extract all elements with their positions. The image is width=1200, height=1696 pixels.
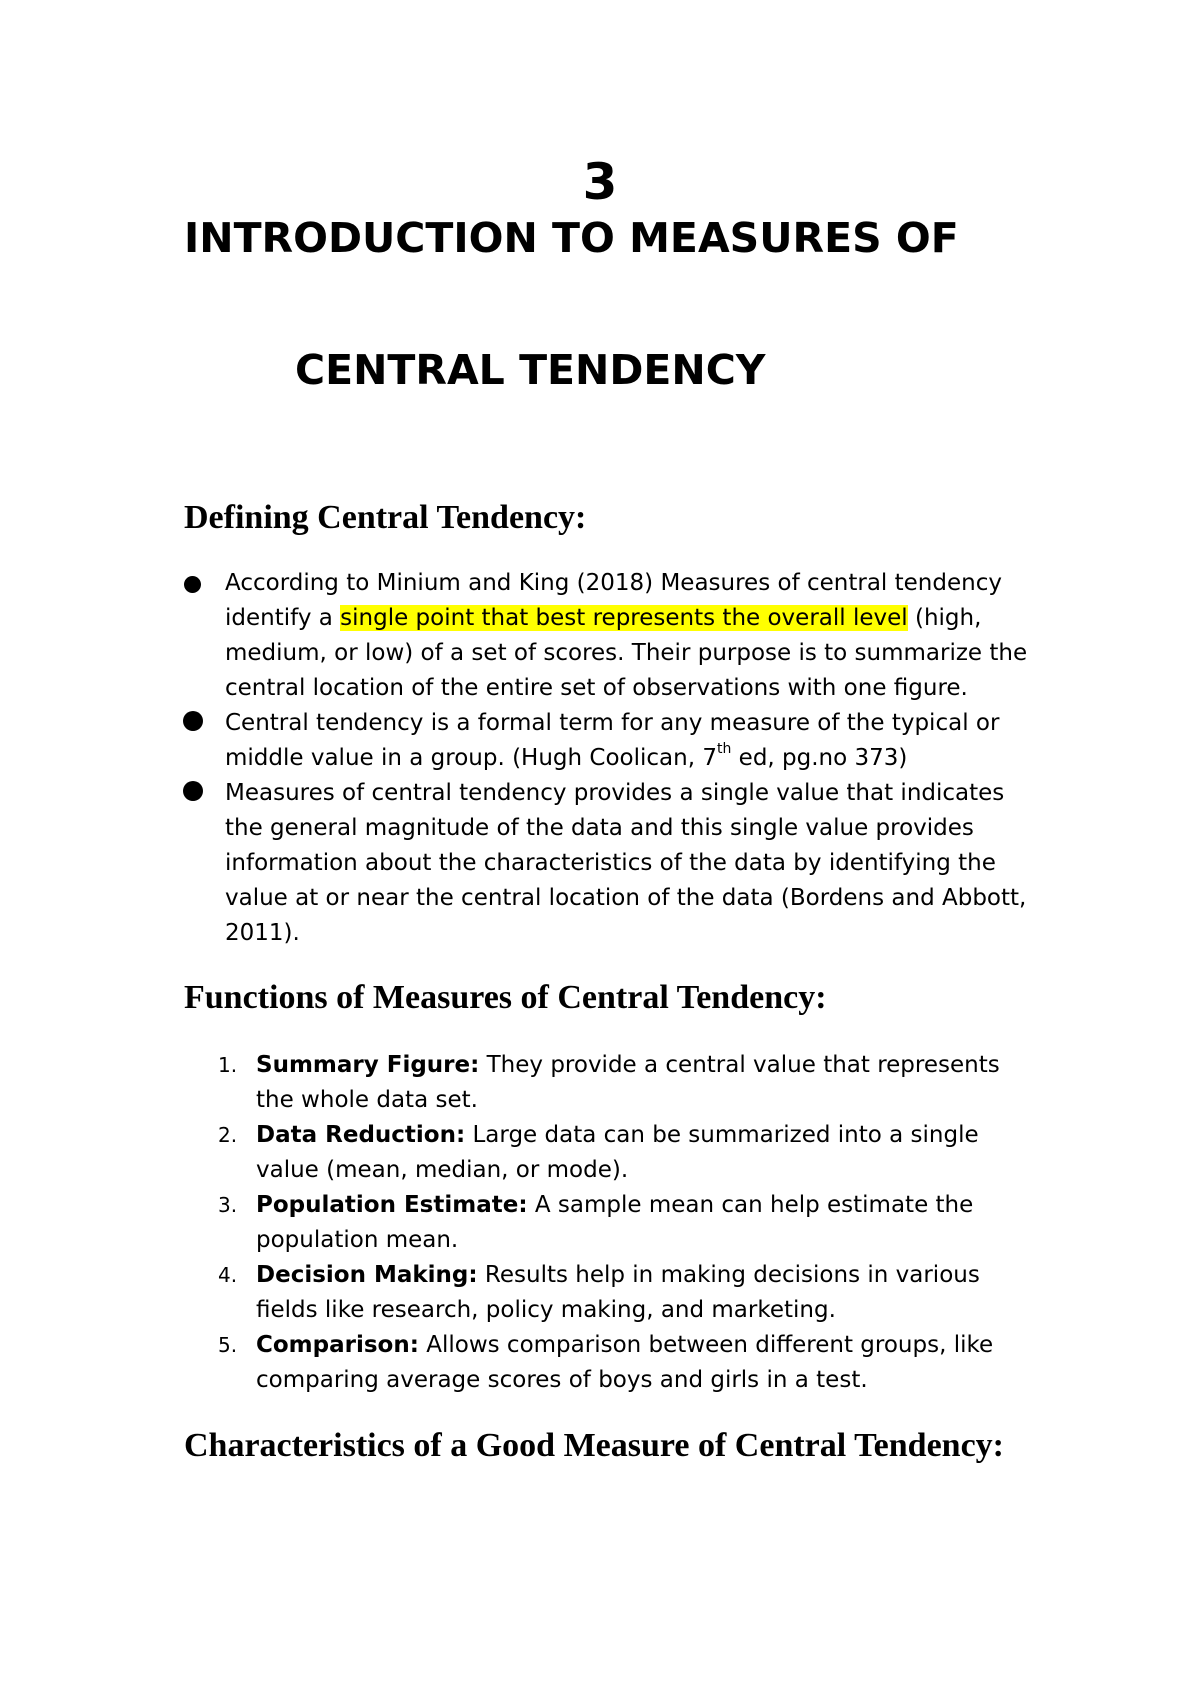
definition-bullet-list bbox=[184, 566, 1034, 951]
bullet-text-after: (high, medium, or low) of a set of scores. Their purpose is to summarize the central location of the entire set of observations with one figure. bbox=[225, 605, 1028, 701]
section-heading-characteristics: Characteristics of a Good Measure of Central Tendency: bbox=[184, 1427, 1004, 1464]
item-label: Decision Making: bbox=[256, 1262, 478, 1288]
section-heading-functions: Functions of Measures of Central Tendency: bbox=[184, 979, 827, 1016]
list-number: 2. bbox=[218, 1123, 238, 1147]
list-item bbox=[184, 1118, 1034, 1188]
item-text: They provide a central value that represents the whole data set. bbox=[256, 1052, 1000, 1113]
bullet-icon bbox=[183, 711, 203, 731]
highlighted-text: single point that best represents the overall level bbox=[340, 605, 908, 631]
list-item bbox=[184, 776, 1034, 951]
item-label: Comparison: bbox=[256, 1332, 419, 1358]
bullet-text-before: According to Minium and King (2018) Measures of central tendency identify a bbox=[225, 570, 1002, 631]
item-label: Population Estimate: bbox=[256, 1192, 528, 1218]
chapter-title-line-2: CENTRAL TENDENCY bbox=[295, 346, 766, 394]
list-number: 1. bbox=[218, 1053, 238, 1077]
item-text: Large data can be summarized into a single value (mean, median, or mode). bbox=[256, 1122, 979, 1183]
list-item bbox=[184, 1048, 1034, 1118]
bullet-text-before: Central tendency is a formal term for any measure of the typical or middle value in a group. (Hugh Coolican, 7 bbox=[225, 710, 1000, 771]
list-number: 5. bbox=[218, 1333, 238, 1357]
bullet-icon bbox=[184, 576, 201, 593]
list-item bbox=[184, 1188, 1034, 1258]
item-text: Allows comparison between different groups, like comparing average scores of boys and girls in a test. bbox=[256, 1332, 994, 1393]
list-number: 3. bbox=[218, 1193, 238, 1217]
item-label: Summary Figure: bbox=[256, 1052, 480, 1078]
list-number: 4. bbox=[218, 1263, 238, 1287]
chapter-number: 3 bbox=[582, 153, 618, 211]
list-item bbox=[184, 1328, 1034, 1398]
bullet-text: Measures of central tendency provides a single value that indicates the general magnitude of the data and this single value provides information about the characteristics of the data by identifying the value at or near the central location of the data (Bordens and Abbott, 2011). bbox=[225, 780, 1027, 946]
item-label: Data Reduction: bbox=[256, 1122, 466, 1148]
item-text: Results help in making decisions in various fields like research, policy making, and marketing. bbox=[256, 1262, 980, 1323]
section-heading-defining: Defining Central Tendency: bbox=[184, 499, 587, 536]
functions-numbered-list bbox=[184, 1048, 1034, 1398]
bullet-text-after: ed, pg.no 373) bbox=[731, 745, 908, 771]
list-item bbox=[184, 566, 1034, 706]
list-item bbox=[184, 706, 1034, 776]
list-item bbox=[184, 1258, 1034, 1328]
bullet-icon bbox=[183, 781, 203, 801]
chapter-title-line-1: INTRODUCTION TO MEASURES OF bbox=[184, 214, 959, 262]
item-text: A sample mean can help estimate the population mean. bbox=[256, 1192, 974, 1253]
superscript: th bbox=[716, 741, 732, 758]
